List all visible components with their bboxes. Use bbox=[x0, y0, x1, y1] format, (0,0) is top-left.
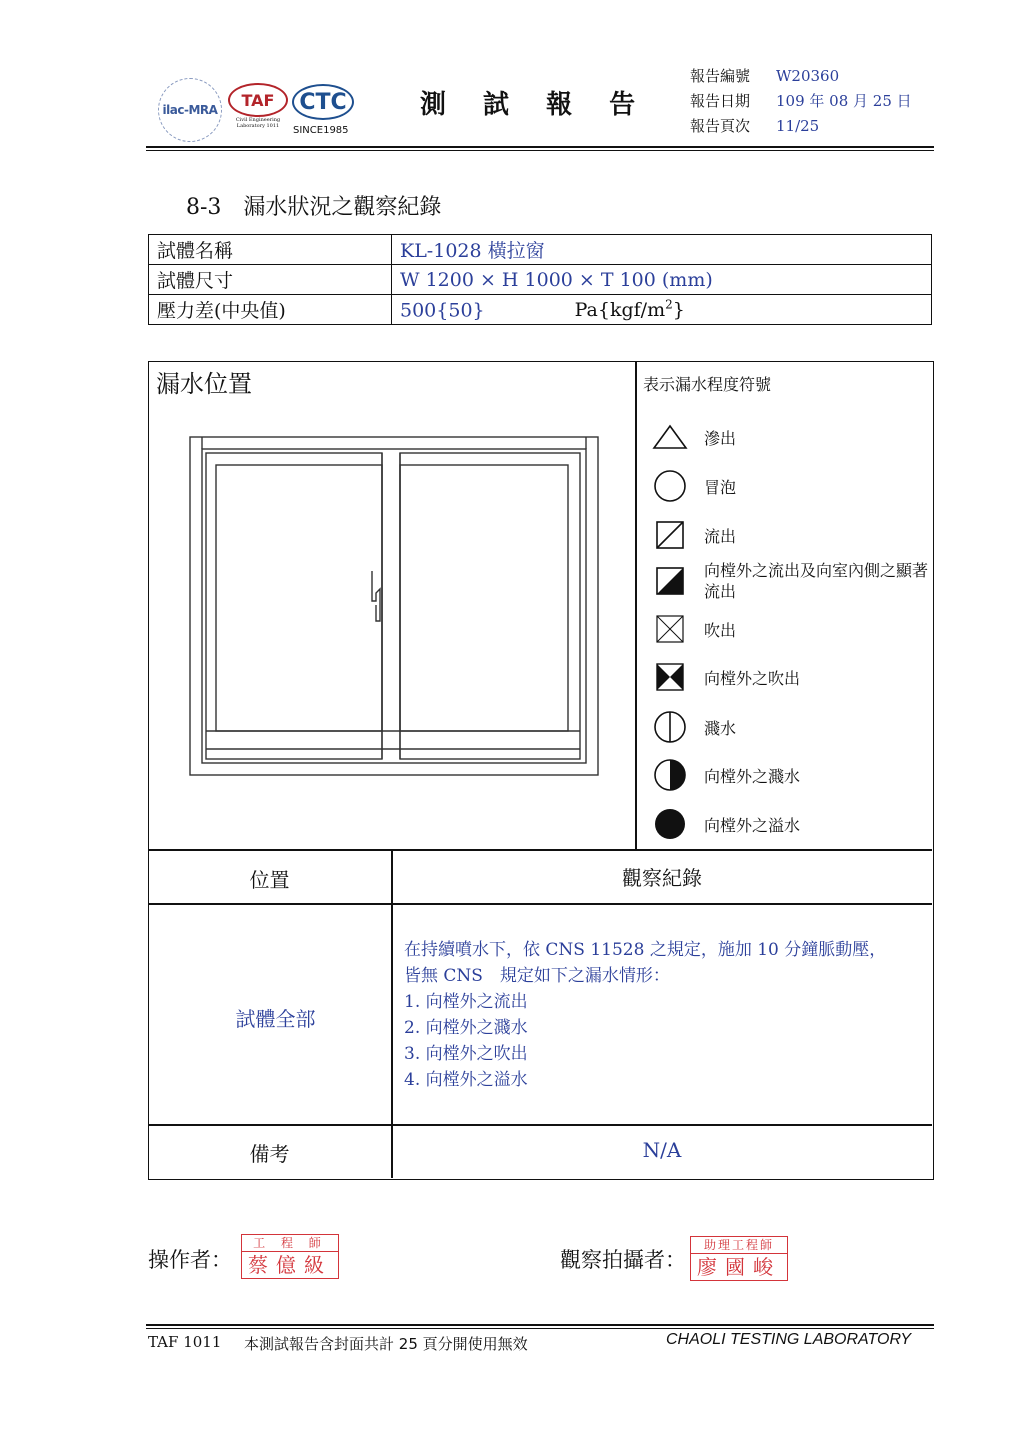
position-header: 位置 bbox=[249, 868, 290, 892]
footer-taf-number: TAF 1011 bbox=[148, 1333, 222, 1351]
report-page: 11/25 bbox=[776, 117, 820, 135]
observation-text bbox=[404, 937, 886, 1093]
legend-item bbox=[652, 612, 928, 646]
legend-item bbox=[652, 560, 928, 602]
legend-label: 濺水 bbox=[704, 718, 737, 738]
circle-half-filled-icon bbox=[652, 758, 688, 792]
report-number-row bbox=[690, 64, 912, 89]
legend-item bbox=[652, 518, 928, 552]
meta-label: 報告日期 bbox=[690, 92, 751, 110]
taf-logo: TAF bbox=[228, 83, 288, 117]
spec-label: 壓力差(中央值) bbox=[149, 295, 392, 325]
ctc-logo: CTC bbox=[292, 84, 354, 120]
legend-item bbox=[652, 420, 928, 454]
report-title: 測 試 報 告 bbox=[420, 90, 650, 120]
observation-line: 在持續噴水下，依 CNS 11528 之規定，施加 10 分鐘脈動壓， bbox=[404, 940, 887, 960]
specimen-table bbox=[148, 234, 932, 325]
stamp-name: 廖國峻 bbox=[697, 1255, 781, 1279]
observation-line: 2. 向樘外之濺水 bbox=[404, 1018, 528, 1038]
report-date-row bbox=[690, 89, 912, 114]
taf-logo-caption: Civil Engineering Laboratory 1011 bbox=[235, 117, 281, 129]
report-meta bbox=[690, 64, 912, 139]
legend-label: 向樘外之流出及向室內側之顯著流出 bbox=[704, 561, 929, 601]
position-value: 試體全部 bbox=[235, 1007, 316, 1031]
legend-label: 流出 bbox=[704, 526, 737, 546]
pressure-cell bbox=[392, 295, 932, 325]
operator-label: 操作者： bbox=[148, 1248, 232, 1272]
observer-stamp bbox=[690, 1236, 788, 1281]
circle-icon bbox=[652, 469, 688, 503]
table-rule bbox=[148, 849, 932, 851]
stamp-title: 工 程 師 bbox=[242, 1235, 338, 1252]
unit-end: } bbox=[672, 299, 685, 322]
ilac-mra-logo: ilac-MRA bbox=[158, 78, 222, 142]
table-row bbox=[149, 295, 932, 325]
report-number: W20360 bbox=[776, 67, 840, 85]
specimen-name: KL-1028 橫拉窗 bbox=[392, 235, 932, 265]
pressure-value: 500{50} bbox=[400, 299, 485, 322]
filled-circle-icon bbox=[652, 807, 688, 841]
specimen-size: W 1200 × H 1000 × T 100 (mm) bbox=[392, 265, 932, 295]
legend-title: 表示漏水程度符號 bbox=[643, 375, 772, 394]
ctc-since-text: SINCE1985 bbox=[293, 125, 349, 136]
observation-line: 1. 向樘外之流出 bbox=[404, 992, 528, 1012]
report-page-row bbox=[690, 114, 912, 139]
square-half-filled-icon bbox=[652, 566, 688, 596]
legend-item bbox=[652, 807, 928, 841]
square-diagonal-icon bbox=[652, 520, 688, 550]
remarks-label: 備考 bbox=[249, 1142, 290, 1166]
bowtie-icon bbox=[652, 662, 688, 692]
footer-lab-name: CHAOLI TESTING LABORATORY bbox=[666, 1331, 912, 1348]
circle-vertical-line-icon bbox=[652, 710, 688, 744]
unit-superscript: 2 bbox=[665, 297, 673, 312]
header-divider bbox=[146, 146, 934, 148]
observer-label: 觀察拍攝者： bbox=[560, 1248, 686, 1272]
remarks-value: N/A bbox=[642, 1138, 682, 1162]
spec-label: 試體名稱 bbox=[149, 235, 392, 265]
triangle-icon bbox=[652, 423, 688, 451]
legend-label: 滲出 bbox=[704, 428, 737, 448]
legend-item bbox=[652, 660, 928, 694]
stamp-name: 蔡億級 bbox=[248, 1253, 332, 1277]
operator-stamp bbox=[241, 1234, 339, 1279]
stamp-title: 助理工程師 bbox=[691, 1237, 787, 1254]
meta-label: 報告頁次 bbox=[690, 117, 751, 135]
legend-divider bbox=[635, 362, 637, 849]
observation-line: 4. 向樘外之溢水 bbox=[404, 1070, 528, 1090]
pressure-unit bbox=[575, 299, 685, 321]
table-rule bbox=[148, 1124, 932, 1126]
leak-position-title: 漏水位置 bbox=[156, 370, 252, 398]
legend-label: 向樘外之吹出 bbox=[704, 668, 801, 688]
report-date: 109 年 08 月 25 日 bbox=[776, 92, 912, 110]
unit-text: Pa{kgf/m bbox=[574, 299, 666, 322]
legend-item bbox=[652, 758, 928, 792]
legend-label: 吹出 bbox=[704, 620, 737, 640]
sliding-window-drawing bbox=[188, 435, 600, 777]
spec-label: 試體尺寸 bbox=[149, 265, 392, 295]
observation-header: 觀察紀錄 bbox=[622, 866, 702, 890]
meta-label: 報告編號 bbox=[690, 67, 751, 85]
square-cross-icon bbox=[652, 614, 688, 644]
legend-label: 向樘外之溢水 bbox=[704, 815, 801, 835]
header-divider-thin bbox=[146, 150, 934, 151]
table-row bbox=[149, 235, 932, 265]
footer-notice: 本測試報告含封面共計 25 頁分開使用無效 bbox=[244, 1335, 528, 1353]
footer-divider-thin bbox=[146, 1328, 934, 1329]
observation-line: 3. 向樘外之吹出 bbox=[404, 1044, 528, 1064]
legend-label: 冒泡 bbox=[704, 477, 737, 497]
footer-divider bbox=[146, 1324, 934, 1326]
observation-line: 皆無 CNS 規定如下之漏水情形： bbox=[404, 966, 670, 986]
table-rule bbox=[148, 903, 932, 905]
section-heading: 8-3 漏水狀況之觀察紀錄 bbox=[186, 195, 442, 220]
legend-item bbox=[652, 710, 928, 744]
legend-label: 向樘外之濺水 bbox=[704, 766, 801, 786]
table-row bbox=[149, 265, 932, 295]
legend-item bbox=[652, 469, 928, 503]
